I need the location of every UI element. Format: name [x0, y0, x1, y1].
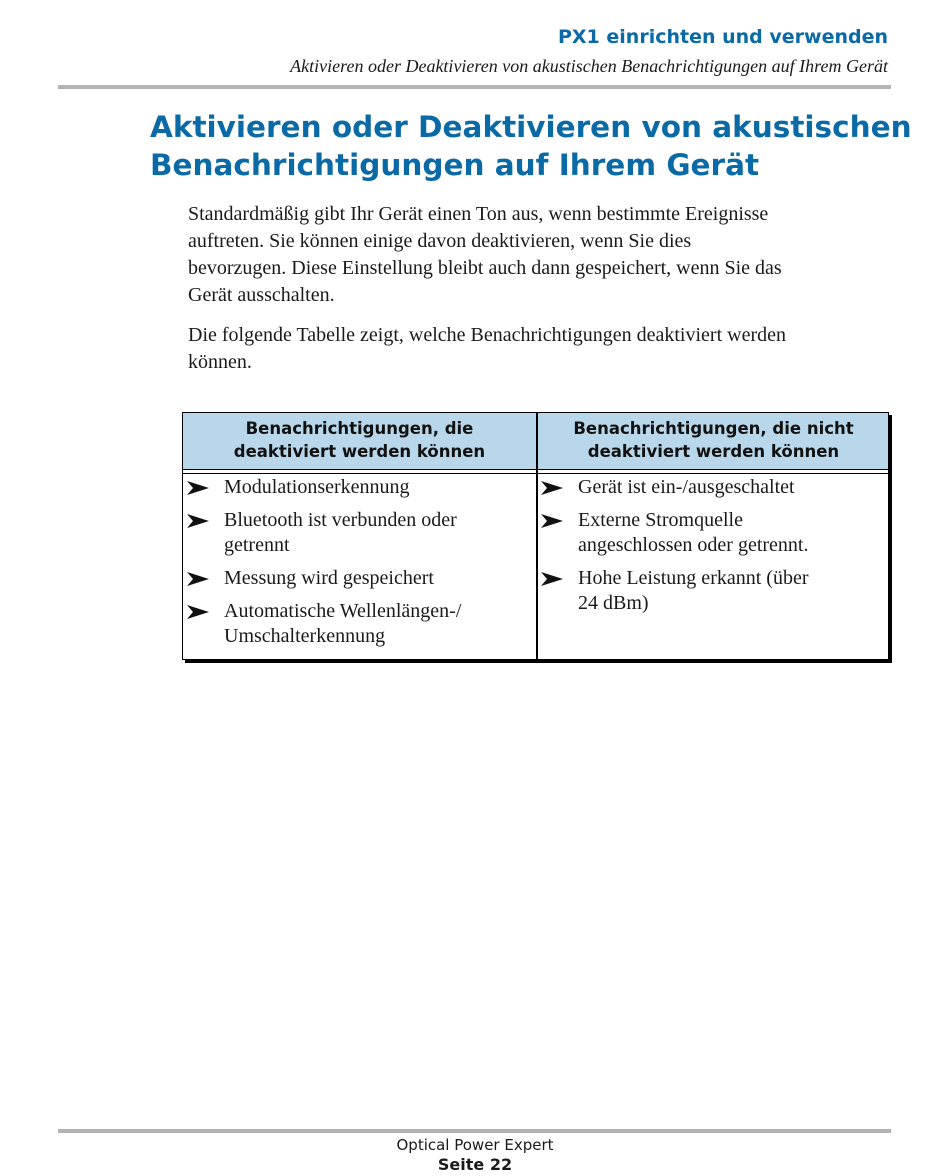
list-item-text: angeschlossen oder getrennt.	[578, 534, 809, 556]
page-title	[150, 108, 910, 184]
table-header-line: Benachrichtigungen, die nicht	[573, 419, 854, 438]
paragraph-line: auftreten. Sie können einige davon deaktivieren, wenn Sie dies	[188, 230, 692, 252]
footer-divider	[58, 1129, 891, 1133]
list-item-text: Modulationserkennung	[224, 476, 410, 498]
list-item-text: 24 dBm)	[578, 592, 649, 614]
paragraph-line: Gerät ausschalten.	[188, 284, 335, 306]
intro-paragraph	[188, 201, 888, 309]
page-title-line: Aktivieren oder Deaktivieren von akustischen	[150, 110, 912, 144]
not-disableable-list	[541, 475, 886, 624]
list-item	[541, 566, 886, 616]
header-divider	[58, 85, 891, 89]
list-item	[187, 475, 532, 500]
arrowhead-bullet-icon	[541, 514, 563, 528]
header-chapter-title: PX1 einrichten und verwenden	[557, 26, 888, 48]
arrowhead-bullet-icon	[541, 572, 563, 586]
paragraph-line: Die folgende Tabelle zeigt, welche Benachrichtigungen deaktiviert werden	[188, 324, 786, 346]
list-item-text: Messung wird gespeichert	[224, 567, 434, 589]
arrowhead-bullet-icon	[187, 514, 209, 528]
arrowhead-bullet-icon	[187, 605, 209, 619]
arrowhead-bullet-icon	[187, 572, 209, 586]
disableable-list	[187, 475, 532, 657]
list-item-text: Hohe Leistung erkannt (über	[578, 567, 809, 589]
list-item-text: Bluetooth ist verbunden oder	[224, 509, 457, 531]
paragraph-line: Standardmäßig gibt Ihr Gerät einen Ton aus, wenn bestimmte Ereignisse	[188, 203, 769, 225]
notifications-table	[182, 412, 889, 660]
list-item-text: Automatische Wellenlängen-/	[224, 600, 462, 622]
table-header-line: Benachrichtigungen, die	[245, 419, 474, 438]
table-header-line: deaktiviert werden können	[233, 442, 486, 461]
table-header-disableable	[183, 417, 536, 463]
list-item-text: getrennt	[224, 534, 290, 556]
paragraph-line: können.	[188, 351, 252, 373]
list-item	[541, 475, 886, 500]
paragraph-line: bevorzugen. Diese Einstellung bleibt auch dann gespeichert, wenn Sie das	[188, 257, 782, 279]
arrowhead-bullet-icon	[187, 481, 209, 495]
header-section-title: Aktivieren oder Deaktivieren von akustischen Benachrichtigungen auf Ihrem Gerät	[290, 56, 888, 76]
table-header-not-disableable	[537, 417, 890, 463]
footer-product-name: Optical Power Expert	[396, 1136, 554, 1154]
table-intro-paragraph	[188, 322, 888, 376]
list-item-text: Umschalterkennung	[224, 625, 386, 647]
list-item-text: Gerät ist ein-/ausgeschaltet	[578, 476, 795, 498]
list-item	[187, 566, 532, 591]
list-item	[187, 599, 532, 649]
list-item	[187, 508, 532, 558]
arrowhead-bullet-icon	[541, 481, 563, 495]
footer-page-number: Seite 22	[437, 1155, 513, 1174]
list-item-text: Externe Stromquelle	[578, 509, 743, 531]
table-header-line: deaktiviert werden können	[587, 442, 840, 461]
list-item	[541, 508, 886, 558]
page-title-line: Benachrichtigungen auf Ihrem Gerät	[150, 148, 760, 182]
